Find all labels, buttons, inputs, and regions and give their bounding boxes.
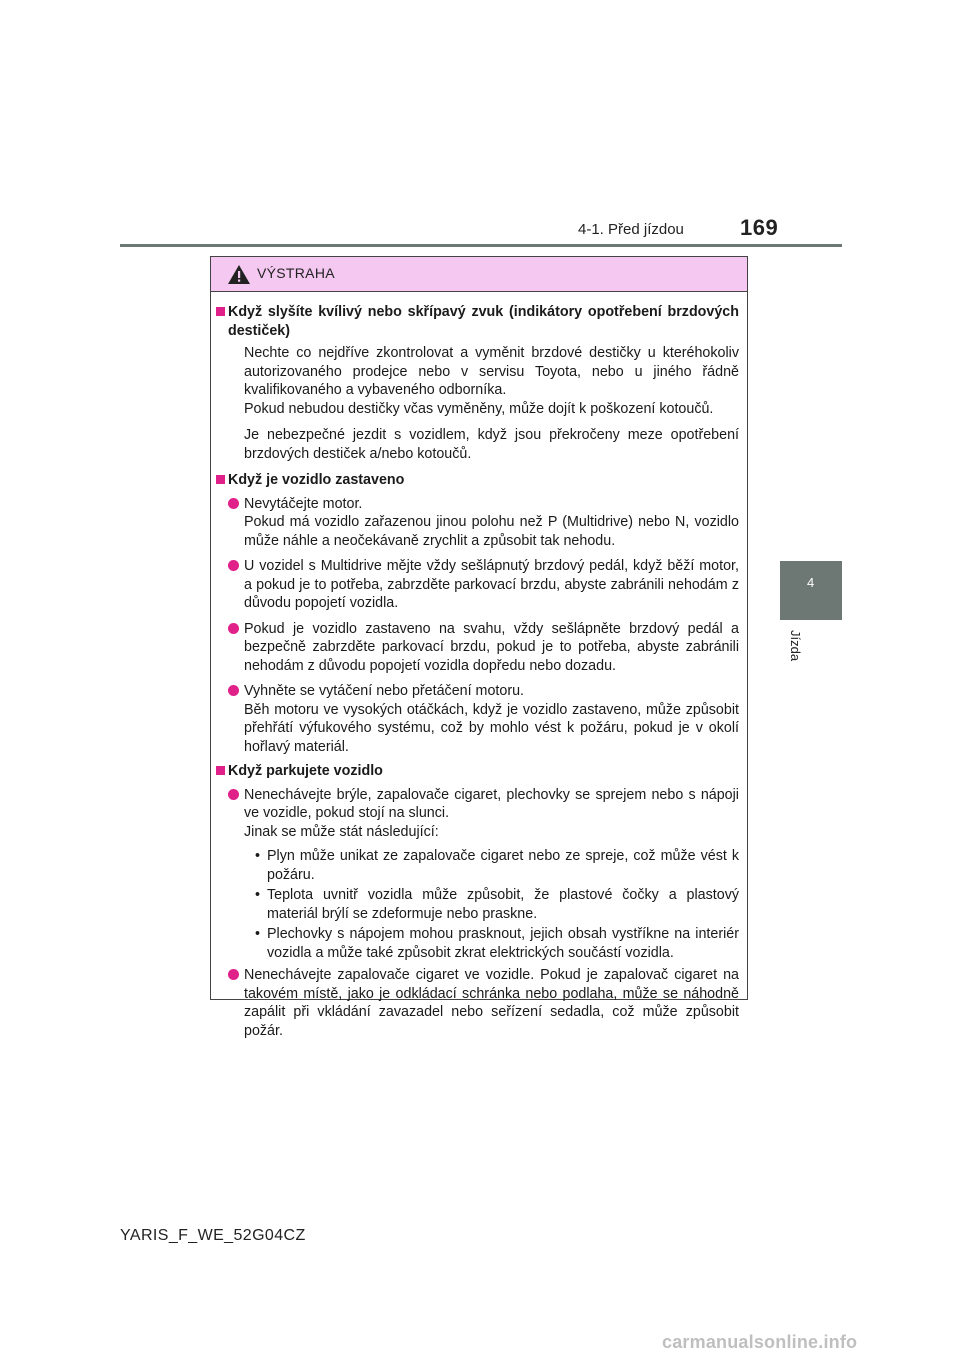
watermark: carmanualsonline.info xyxy=(662,1332,858,1352)
list-item-text: Nenechávejte zapalovače cigaret ve vozidle. Pokud je zapalovač cigaret na takovém místě, jako je odkládací schránka nebo podlaha, může se náhodně zapálit při vkládání zavazadel nebo seřízení sedadla, což může způsobit požár. xyxy=(244,967,739,1039)
paragraph xyxy=(211,344,747,418)
document-code: YARIS_F_WE_52G04CZ xyxy=(120,1227,306,1244)
list-item-text: Nevytáčejte motor. xyxy=(244,495,363,512)
list-item xyxy=(211,495,747,551)
list-item-text: Pokud je vozidlo zastaveno na svahu, vždy sešlápněte brzdový pedál a bezpečně zabrzděte parkovací brzdu, pokud je to potřeba, abyste zabránili nehodám z důvodu popojetí vozidla dopředu nebo dozadu. xyxy=(244,620,739,674)
list-item-text: Běh motoru ve vysokých otáčkách, když je vozidlo zastaveno, může způsobit přehřátí výfukového systému, což by mohlo vést k požáru, pokud je v okolí hořlavý materiál. xyxy=(244,701,739,755)
sub-list-item-text: Plyn může unikat ze zapalovače cigaret nebo ze spreje, což může vést k požáru. xyxy=(267,848,739,883)
list-item-text: Pokud má vozidlo zařazenou jinou polohu než P (Multidrive) nebo N, vozidlo může náhle a neočekávaně zrychlit a způsobit tak nehodu. xyxy=(244,514,739,549)
sub-list-item-text: Plechovky s nápojem mohou prasknout, jejich obsah vystříkne na interiér vozidla a může také způsobit zkrat elektrických součástí vozidla. xyxy=(267,926,739,961)
list-item xyxy=(211,682,747,756)
list-item-text: Nenechávejte brýle, zapalovače cigaret, plechovky se sprejem nebo s nápoji ve vozidle, pokud stojí na slunci. xyxy=(244,786,739,821)
paragraph-text: Nechte co nejdříve zkontrolovat a vyměnit brzdové destičky u kteréhokoliv autorizovaného prodejce nebo v servisu Toyota, nebo u jiného řádně kvalifikovaného a vybaveného odborníka. xyxy=(244,345,739,398)
sub-list-item xyxy=(211,886,747,923)
sub-list-item-text: Teplota uvnitř vozidla může způsobit, že plastové čočky a plastový materiál brýlí se zdeformuje nebo praskne. xyxy=(267,887,739,922)
warning-title: VÝSTRAHA xyxy=(257,265,335,281)
round-bullet-icon xyxy=(228,969,239,980)
list-item xyxy=(211,557,747,613)
list-item-text: Vyhněte se vytáčení nebo přetáčení motoru. xyxy=(244,683,525,699)
section-heading-text: Když slyšíte kvílivý nebo skřípavý zvuk (indikátory opotřebení brzdových destiček) xyxy=(228,304,739,339)
list-item xyxy=(211,786,747,842)
section-heading xyxy=(211,762,747,781)
header-section-title: 4-1. Před jízdou xyxy=(578,221,684,238)
list-item-text: U vozidel s Multidrive mějte vždy sešlápnutý brzdový pedál, když běží motor, a pokud je to potřeba, zabrzděte parkovací brzdu, abyste zabránili nehodám z důvodu popojetí vozidla. xyxy=(244,558,739,611)
sub-bullet-dot: • xyxy=(255,848,261,864)
warning-triangle-icon xyxy=(227,264,251,285)
warning-content xyxy=(211,297,747,1040)
warning-box xyxy=(210,256,748,1039)
round-bullet-icon xyxy=(228,685,239,696)
round-bullet-icon xyxy=(228,623,239,634)
header-rule xyxy=(120,244,842,247)
round-bullet-icon xyxy=(228,560,239,571)
list-item-text: Jinak se může stát následující: xyxy=(244,823,439,840)
chapter-tab xyxy=(780,561,842,620)
warning-header xyxy=(211,257,747,292)
list-item xyxy=(211,620,747,676)
paragraph xyxy=(211,426,747,463)
sub-list-item xyxy=(211,925,747,962)
page-number: 169 xyxy=(740,215,779,240)
sub-bullet-dot: • xyxy=(255,926,261,942)
section-heading xyxy=(211,471,747,490)
section-heading-text: Když je vozidlo zastaveno xyxy=(228,472,405,488)
section-heading xyxy=(211,303,747,340)
list-item xyxy=(211,966,747,1040)
sub-bullet-dot: • xyxy=(255,887,261,903)
paragraph-text: Pokud nebudou destičky včas vyměněny, může dojít k poškození kotoučů. xyxy=(244,400,714,417)
chapter-tab-number: 4 xyxy=(807,575,815,590)
square-bullet-icon xyxy=(216,475,225,484)
section-heading-text: Když parkujete vozidlo xyxy=(228,763,383,779)
round-bullet-icon xyxy=(228,789,239,800)
square-bullet-icon xyxy=(216,766,225,775)
paragraph-text: Je nebezpečné jezdit s vozidlem, když jsou překročeny meze opotřebení brzdových destiček a/nebo kotoučů. xyxy=(244,427,739,462)
round-bullet-icon xyxy=(228,498,239,509)
chapter-tab-label: Jízda xyxy=(788,630,803,662)
square-bullet-icon xyxy=(216,307,225,316)
sub-list-item xyxy=(211,847,747,884)
